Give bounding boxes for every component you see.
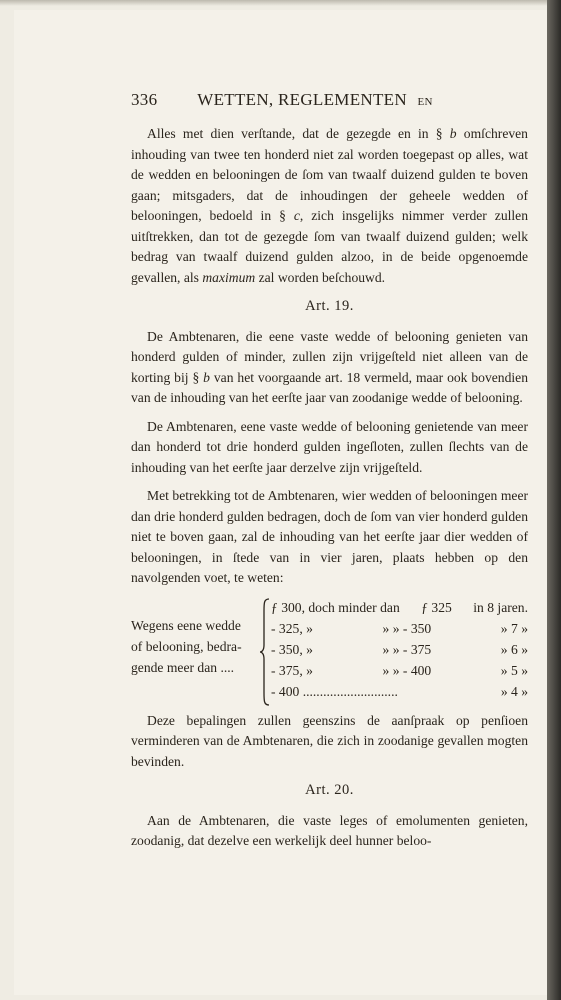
p1-text-c: , zich insgelijks nimmer verder zullen uitſtrekken, dan tot de gezegde ſom van twaalf duizend gulden; welk bedrag van twaalf duizend gulden alzoo, in de beide opgenoemde gevallen, als xyxy=(131,208,529,285)
paragraph-5: Deze bepalingen zullen geenszins de aanſpraak op penſioen verminderen van de Ambtenaren, die zich in zoodanige gevallen mogten bevinden. xyxy=(131,712,528,769)
table-row xyxy=(271,618,528,639)
body-text xyxy=(131,124,528,860)
running-header xyxy=(131,90,476,112)
row-from: - 400 ............................ xyxy=(271,683,398,699)
table-rows xyxy=(271,597,528,707)
paragraph-4: Met betrekking tot de Ambtenaren, wier wedden of belooningen meer dan drie honderd gulden bedragen, doch de ſom van vier honderd gulden niet te boven gaan, zal de inhouding van het eerſte jaar dier wedden of belooningen, in ſtede van in vier jaren, plaats hebben op den navolgenden voet, te weten: xyxy=(131,488,528,585)
table-row xyxy=(271,639,528,660)
row-from: - 350, » xyxy=(271,641,313,657)
article-20-heading: Art. 20. xyxy=(305,782,354,798)
p1-text-d: zal worden beſchouwd. xyxy=(255,269,386,285)
article-19-heading: Art. 19. xyxy=(305,298,354,314)
header-title-tail: EN xyxy=(417,96,433,108)
paragraph-6: Aan de Ambtenaren, die vaste leges of emolumenten genieten, zoodanig, dat dezelve een werkelijk deel hunner beloo- xyxy=(131,812,528,848)
row-years: » 5 » xyxy=(500,662,528,678)
page-number: 336 xyxy=(131,90,158,109)
table-row xyxy=(271,597,528,618)
row-from: - 325, » xyxy=(271,620,313,636)
p1-italic-c: c xyxy=(293,208,300,223)
row-from: - 375, » xyxy=(271,662,313,678)
row-years: » 4 » xyxy=(500,683,528,699)
paragraph-1 xyxy=(131,124,528,288)
paragraph-3: De Ambtenaren, eene vaste wedde of belooning genietende van meer dan honderd tot drie honderd gulden ingeſloten, zullen ſlechts van de inhouding van het eerſte jaar derzelve zijn vrijgeſteld. xyxy=(131,418,528,475)
row-years: » 6 » xyxy=(500,641,528,657)
p1-text-b: omſchreven inhouding van twee ten honderd niet zal worden toegepast op alles, wat de wedden en belooningen de ſom van twaalf duizend gulden te boven gaan; mitsgaders, dat de inhoudingen der geheele wedden of belooningen, bedoeld in § xyxy=(131,126,528,223)
table-left-line: gende meer dan .... xyxy=(131,659,235,675)
scan-edge-top xyxy=(0,0,547,6)
scan-edge-right xyxy=(547,0,561,1000)
table-left-line: of belooning, bedra- xyxy=(131,638,242,654)
table-row xyxy=(271,681,528,702)
p2-italic-b: b xyxy=(203,369,210,385)
deduction-table xyxy=(131,597,528,707)
curly-brace-icon xyxy=(259,597,271,707)
p1-italic-b: b xyxy=(449,126,457,141)
p1-text-a: Alles met dien verſtande, dat de gezegde en in § xyxy=(147,126,450,141)
row-to: » » - 350 xyxy=(382,620,432,636)
p2-text-a: De Ambtenaren, die eene vaste wedde of belooning genieten van honderd gulden of minder, zullen zijn vrijgeſteld niet alleen van de korting bij § xyxy=(131,328,528,385)
row-years: » 7 » xyxy=(500,620,528,636)
row-years: in 8 jaren. xyxy=(473,599,528,615)
row-to: ƒ 325 xyxy=(421,599,452,615)
p2-text-b: van het voorgaande art. 18 vermeld, maar ook bovendien van de inhouding van het eerſte jaar van zoodanige wedde of belooning. xyxy=(131,369,528,405)
table-left-line: Wegens eene wedde xyxy=(131,617,241,633)
p1-italic-maximum: maximum xyxy=(202,269,256,285)
table-row xyxy=(271,660,528,681)
header-title: WETTEN, REGLEMENTEN xyxy=(197,90,407,109)
paragraph-2 xyxy=(131,327,528,409)
row-from: ƒ 300, doch minder dan xyxy=(271,599,400,615)
row-to: » » - 400 xyxy=(382,662,432,678)
row-to: » » - 375 xyxy=(382,641,432,657)
table-left-label xyxy=(131,597,259,707)
